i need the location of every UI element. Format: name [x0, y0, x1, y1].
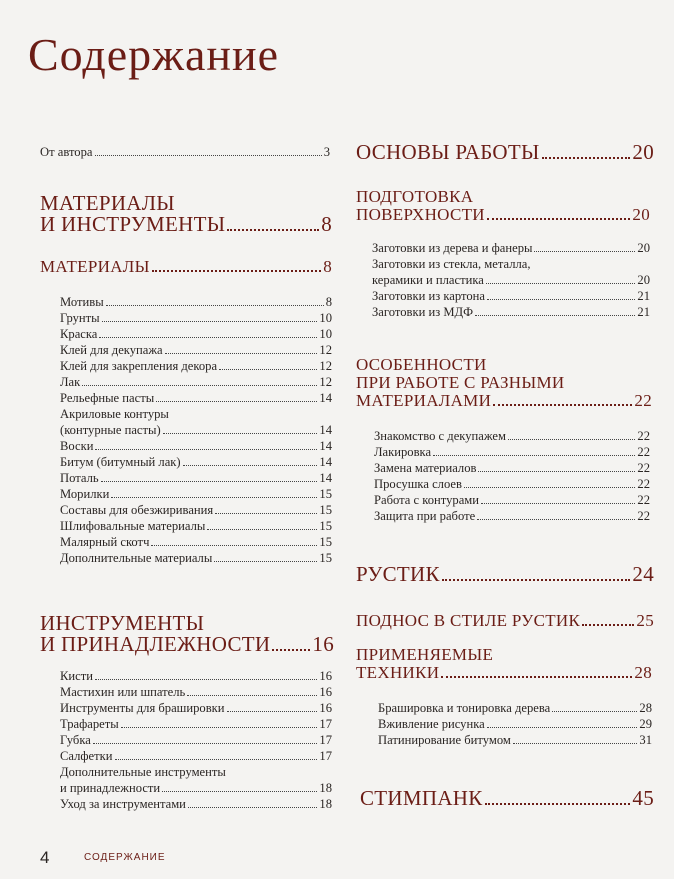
toc-entry[interactable]	[60, 716, 332, 732]
toc-entry-intro[interactable]	[40, 144, 330, 160]
toc-section-line: ПРИ РАБОТЕ С РАЗНЫМИ	[356, 373, 565, 392]
toc-entry-page: 28	[639, 701, 652, 715]
toc-entry-page: 3	[323, 145, 330, 159]
toc-entry-page: 12	[319, 343, 332, 357]
toc-entry-label: Брашировка и тонировка дерева	[378, 701, 551, 715]
toc-entry[interactable]	[60, 358, 332, 374]
toc-entry-label: и принадлежности	[60, 781, 161, 795]
toc-entry[interactable]	[60, 374, 332, 390]
toc-chapter-instruments[interactable]	[40, 612, 334, 655]
toc-entry-page: 22	[637, 477, 650, 491]
toc-entry-page: 15	[319, 535, 332, 549]
toc-list-instruments	[60, 668, 332, 812]
toc-entry-page: 14	[319, 423, 332, 437]
toc-entry[interactable]	[372, 240, 650, 256]
toc-entry[interactable]	[60, 294, 332, 310]
toc-entry-label: (контурные пасты)	[60, 423, 161, 437]
toc-entry[interactable]	[378, 716, 652, 732]
toc-entry-label: Трафареты	[60, 717, 119, 731]
toc-section-techniques[interactable]	[356, 646, 652, 682]
toc-entry-page: 17	[319, 749, 332, 763]
toc-entry-label: Малярный скотч	[60, 535, 150, 549]
toc-entry-label: Знакомство с декупажем	[374, 429, 506, 443]
toc-section-line: МАТЕРИАЛАМИ	[356, 391, 492, 410]
toc-entry-label: Составы для обезжиривания	[60, 503, 214, 517]
toc-entry-page: 14	[319, 391, 332, 405]
toc-section-page: 22	[634, 391, 652, 410]
toc-entry-page: 21	[637, 305, 650, 319]
toc-entry[interactable]	[374, 508, 650, 524]
toc-entry-label: Воски	[60, 439, 94, 453]
toc-entry-page: 18	[319, 797, 332, 811]
toc-entry-page: 17	[319, 733, 332, 747]
toc-entry[interactable]	[60, 326, 332, 342]
toc-entry-page: 14	[319, 471, 332, 485]
toc-entry-label: Уход за инструментами	[60, 797, 186, 811]
toc-entry-label: Битум (битумный лак)	[60, 455, 181, 469]
toc-entry-page: 12	[319, 375, 332, 389]
toc-chapter-page: 16	[312, 632, 334, 656]
toc-entry[interactable]	[60, 406, 332, 438]
toc-chapter-line: СТИМПАНК	[360, 786, 483, 810]
toc-entry[interactable]	[60, 502, 332, 518]
toc-chapter-page: 20	[632, 140, 654, 164]
toc-entry-label: Шлифовальные материалы	[60, 519, 206, 533]
toc-entry-page: 29	[639, 717, 652, 731]
toc-section-label: МАТЕРИАЛЫ	[40, 257, 150, 276]
toc-section-materials[interactable]	[40, 258, 332, 276]
toc-entry-label: Грунты	[60, 311, 100, 325]
toc-chapter-line: МАТЕРИАЛЫ	[40, 191, 175, 215]
toc-entry[interactable]	[60, 684, 332, 700]
toc-entry-page: 21	[637, 289, 650, 303]
toc-chapter-materials-instruments[interactable]	[40, 192, 332, 235]
toc-entry-label: Вживление рисунка	[378, 717, 485, 731]
toc-chapter-page: 45	[632, 786, 654, 810]
toc-entry-page: 15	[319, 551, 332, 565]
toc-section-features[interactable]	[356, 356, 652, 410]
toc-entry-page: 12	[319, 359, 332, 373]
toc-section-line: ОСОБЕННОСТИ	[356, 355, 487, 374]
toc-chapter-steampunk[interactable]	[360, 788, 654, 809]
toc-entry-label: Клей для декупажа	[60, 343, 163, 357]
toc-entry-label: Морилки	[60, 487, 110, 501]
toc-entry-page: 10	[319, 327, 332, 341]
toc-entry[interactable]	[60, 438, 332, 454]
footer-section-label: СОДЕРЖАНИЕ	[84, 852, 166, 863]
toc-entry-label: Инструменты для брашировки	[60, 701, 225, 715]
toc-entry-page: 22	[637, 493, 650, 507]
toc-entry[interactable]	[372, 288, 650, 304]
toc-entry[interactable]	[378, 732, 652, 748]
page-title: Содержание	[28, 29, 280, 80]
toc-entry[interactable]	[60, 796, 332, 812]
toc-section-line: ПОДГОТОВКА	[356, 187, 474, 206]
toc-entry-page: 22	[637, 461, 650, 475]
toc-entry-page: 22	[637, 445, 650, 459]
toc-entry-label: Заготовки из МДФ	[372, 305, 474, 319]
toc-entry[interactable]	[60, 668, 332, 684]
toc-entry[interactable]	[378, 700, 652, 716]
toc-section-line: ПОДНОС В СТИЛЕ РУСТИК	[356, 611, 581, 630]
toc-entry-page: 31	[639, 733, 652, 747]
toc-entry-label: Дополнительные материалы	[60, 551, 213, 565]
toc-section-line: ПРИМЕНЯЕМЫЕ	[356, 645, 494, 664]
toc-entry[interactable]	[374, 428, 650, 444]
toc-entry-page: 22	[637, 429, 650, 443]
toc-chapter-line: ИНСТРУМЕНТЫ	[40, 611, 205, 635]
toc-chapter-page: 8	[321, 212, 332, 236]
toc-entry[interactable]	[60, 486, 332, 502]
toc-entry-page: 20	[637, 241, 650, 255]
toc-entry[interactable]	[60, 534, 332, 550]
toc-entry[interactable]	[60, 748, 332, 764]
toc-entry-page: 17	[319, 717, 332, 731]
toc-entry-label: Защита при работе	[374, 509, 476, 523]
toc-entry-label: Патинирование битумом	[378, 733, 511, 747]
toc-chapter-line: И ИНСТРУМЕНТЫ	[40, 212, 226, 236]
toc-entry-label: Кисти	[60, 669, 93, 683]
toc-entry[interactable]	[60, 310, 332, 326]
toc-entry[interactable]	[60, 764, 332, 796]
toc-entry[interactable]	[374, 476, 650, 492]
toc-chapter-line: РУСТИК	[356, 562, 440, 586]
toc-entry-label: Губка	[60, 733, 91, 747]
toc-entry-page: 16	[319, 685, 332, 699]
toc-list-surface	[372, 240, 650, 320]
toc-entry-page: 14	[319, 439, 332, 453]
toc-entry-page: 18	[319, 781, 332, 795]
toc-entry-label: Заготовки из стекла, металла,	[372, 257, 531, 271]
toc-section-page: 25	[636, 611, 654, 630]
toc-entry-label: От автора	[40, 145, 93, 159]
toc-entry[interactable]	[374, 492, 650, 508]
toc-entry-label: Клей для закрепления декора	[60, 359, 218, 373]
toc-entry-page: 15	[319, 503, 332, 517]
toc-entry-label: Просушка слоев	[374, 477, 462, 491]
toc-section-page: 8	[323, 257, 332, 276]
toc-chapter-basics[interactable]	[356, 142, 654, 163]
toc-entry[interactable]	[60, 390, 332, 406]
toc-entry[interactable]	[374, 460, 650, 476]
toc-entry-label: Лак	[60, 375, 81, 389]
toc-entry-page: 8	[325, 295, 332, 309]
toc-entry-page: 15	[319, 487, 332, 501]
toc-chapter-page: 24	[632, 562, 654, 586]
toc-section-line: ПОВЕРХНОСТИ	[356, 205, 485, 224]
toc-entry[interactable]	[60, 550, 332, 566]
toc-entry[interactable]	[60, 454, 332, 470]
toc-entry-page: 16	[319, 701, 332, 715]
toc-section-surface[interactable]	[356, 188, 650, 224]
toc-entry[interactable]	[372, 304, 650, 320]
toc-entry-page: 10	[319, 311, 332, 325]
toc-entry-label: Рельефные пасты	[60, 391, 155, 405]
toc-entry[interactable]	[374, 444, 650, 460]
toc-entry-label: Мотивы	[60, 295, 104, 309]
toc-section-line: ТЕХНИКИ	[356, 663, 440, 682]
toc-entry-page: 22	[637, 509, 650, 523]
toc-entry[interactable]	[60, 342, 332, 358]
toc-chapter-line: ОСНОВЫ РАБОТЫ	[356, 140, 540, 164]
toc-section-tray[interactable]	[356, 612, 654, 630]
toc-section-page: 28	[634, 663, 652, 682]
toc-list-techniques	[378, 700, 652, 748]
toc-list-features	[374, 428, 650, 524]
toc-entry-page: 15	[319, 519, 332, 533]
toc-entry[interactable]	[60, 700, 332, 716]
toc-chapter-rustic[interactable]	[356, 564, 654, 585]
toc-entry[interactable]	[60, 518, 332, 534]
toc-entry-label: Заготовки из картона	[372, 289, 485, 303]
toc-entry-label: Акриловые контуры	[60, 407, 169, 421]
footer-page-number: 4	[40, 848, 50, 867]
toc-entry-label: Поталь	[60, 471, 99, 485]
toc-list-materials	[60, 294, 332, 566]
toc-entry-label: Работа с контурами	[374, 493, 480, 507]
toc-entry-label: Лакировка	[374, 445, 432, 459]
toc-section-page: 20	[632, 205, 650, 224]
toc-entry-label: Заготовки из дерева и фанеры	[372, 241, 533, 255]
toc-entry-label: Мастихин или шпатель	[60, 685, 186, 699]
toc-entry-page: 16	[319, 669, 332, 683]
toc-entry[interactable]	[372, 256, 650, 288]
toc-entry-page: 20	[637, 273, 650, 287]
toc-entry-label: керамики и пластика	[372, 273, 484, 287]
toc-chapter-line: И ПРИНАДЛЕЖНОСТИ	[40, 632, 271, 656]
toc-entry-label: Дополнительные инструменты	[60, 765, 226, 779]
toc-entry[interactable]	[60, 470, 332, 486]
toc-entry-label: Краска	[60, 327, 98, 341]
toc-entry-label: Замена материалов	[374, 461, 477, 475]
toc-entry[interactable]	[60, 732, 332, 748]
toc-entry-label: Салфетки	[60, 749, 113, 763]
toc-entry-page: 14	[319, 455, 332, 469]
